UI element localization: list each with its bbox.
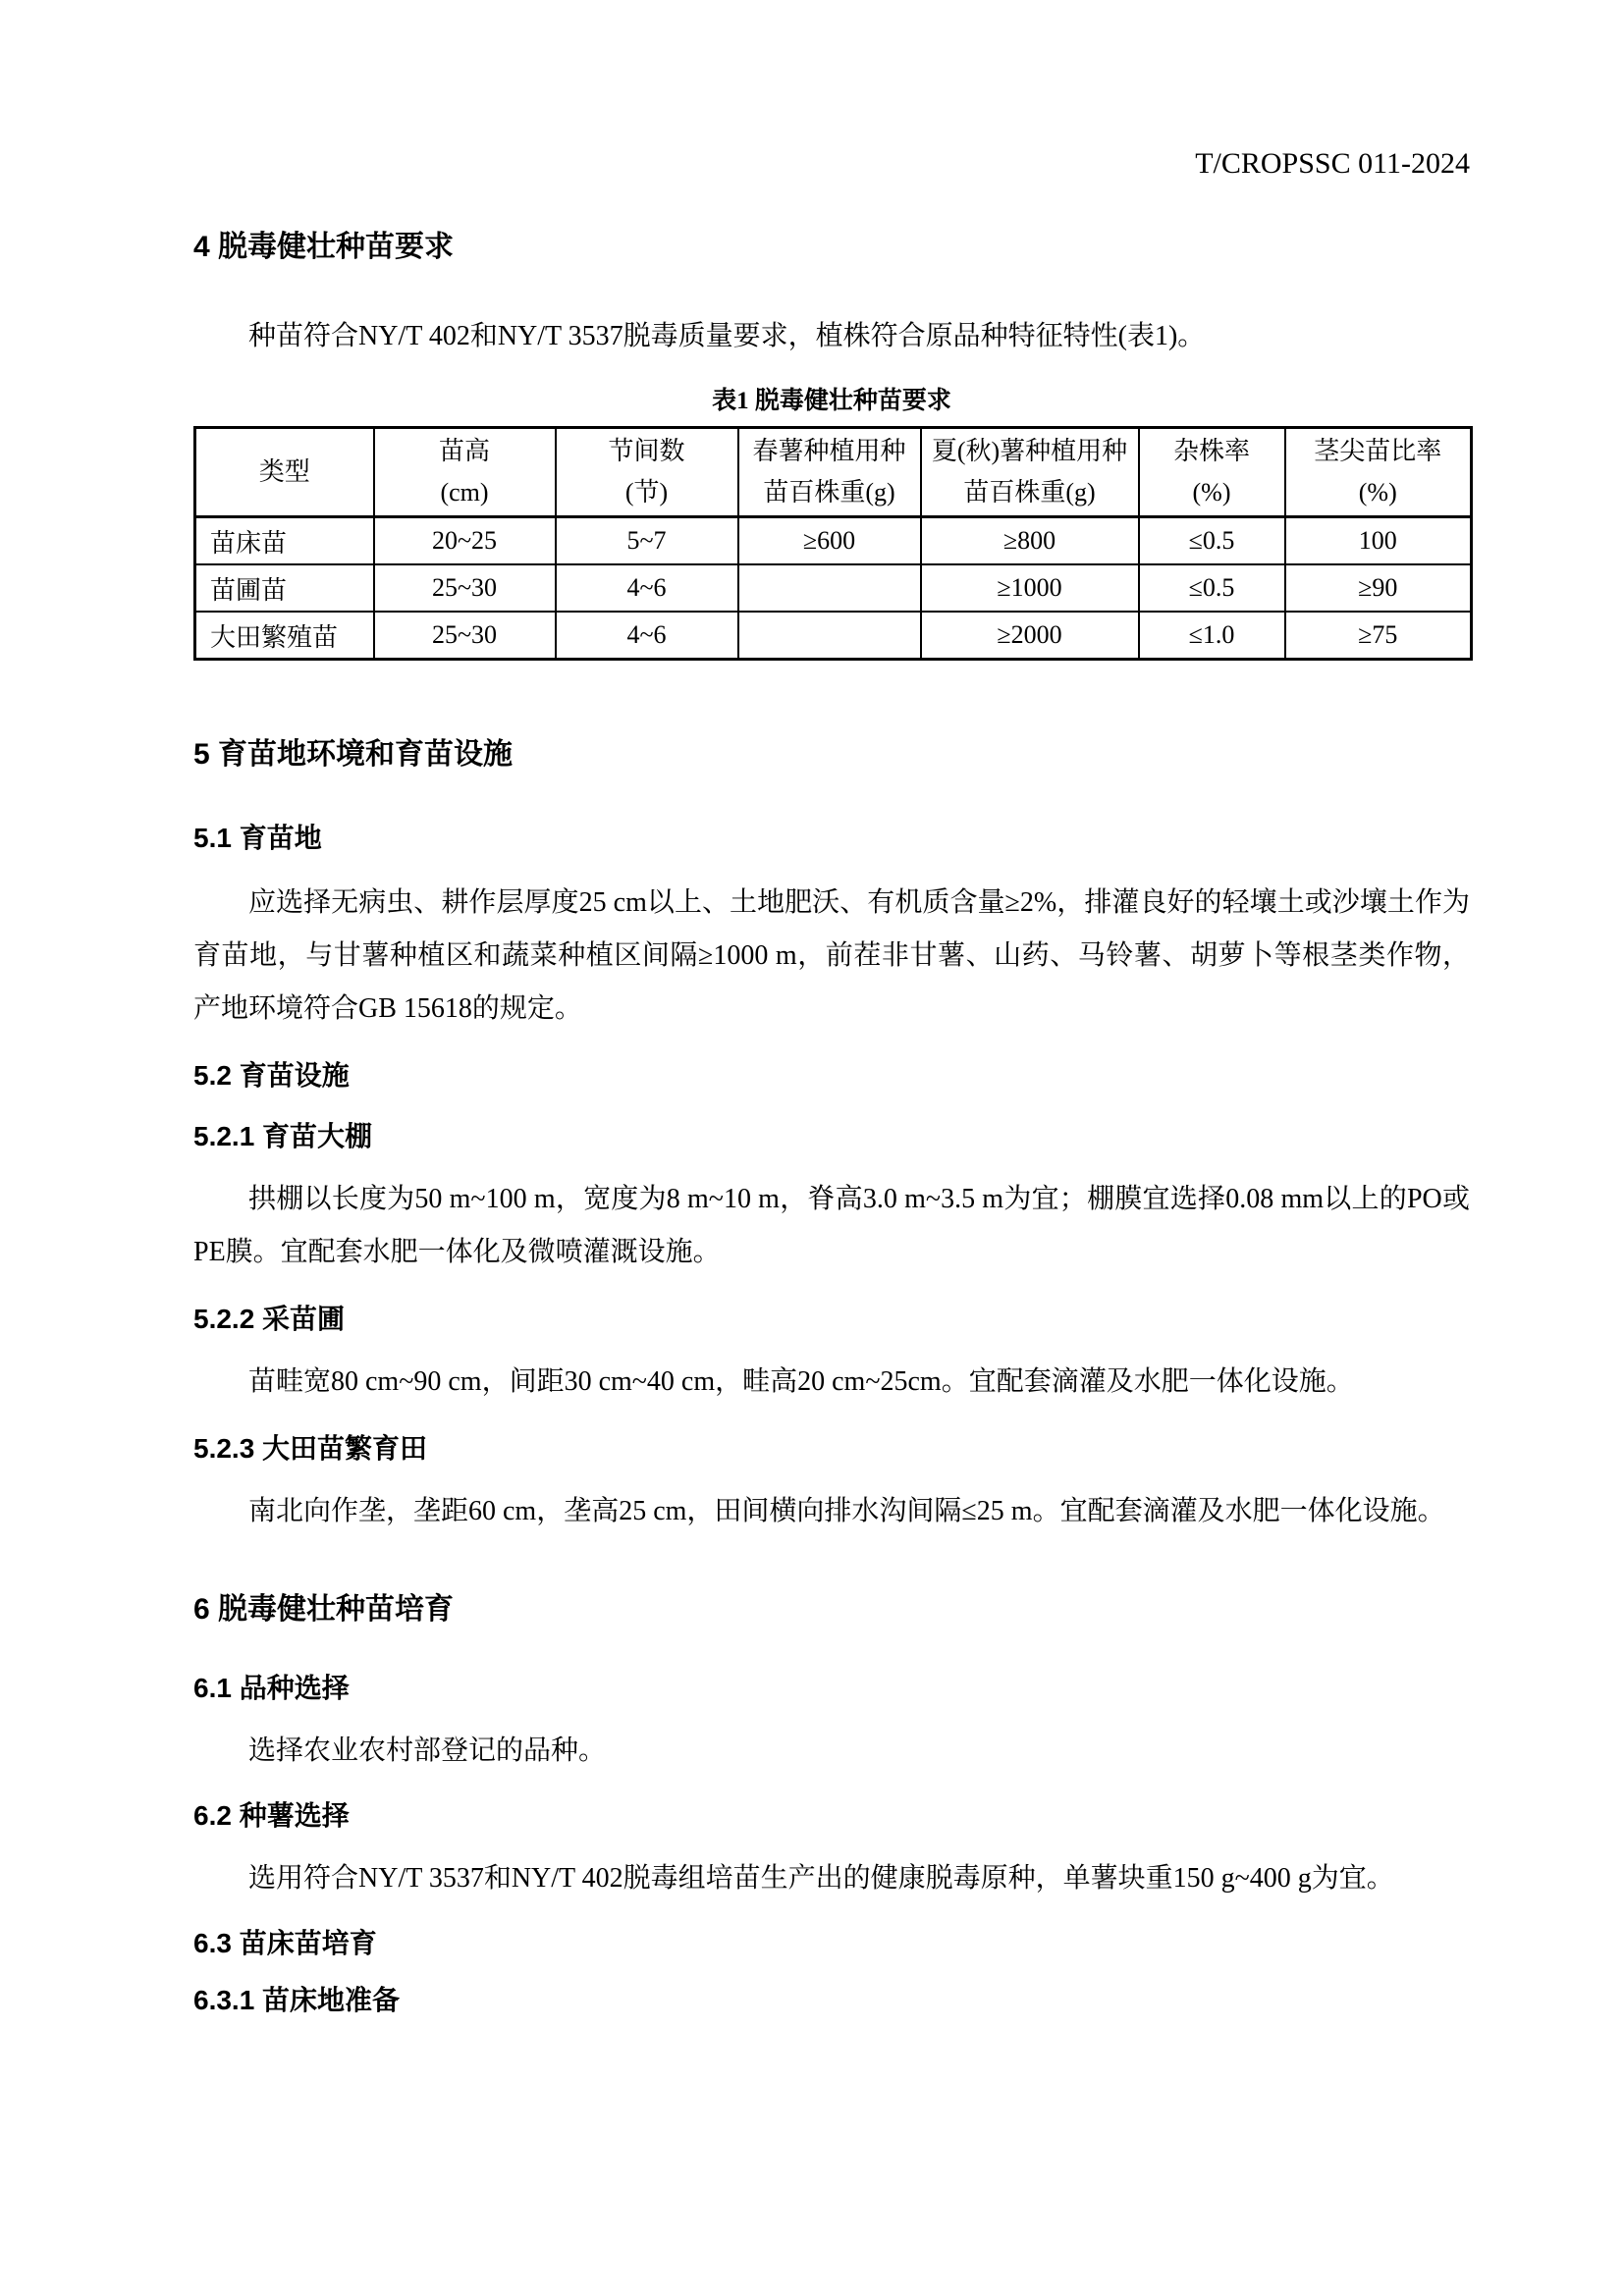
section-4-paragraph: 种苗符合NY/T 402和NY/T 3537脱毒质量要求，植株符合原品种特征特性(表1)。 [248, 321, 1206, 351]
table-cell: ≤0.5 [1139, 564, 1285, 612]
table-cell: 25~30 [374, 612, 556, 660]
header-cell-spring-weight [738, 428, 921, 517]
table-cell: ≤1.0 [1139, 612, 1285, 660]
header-unit: 苗百株重(g) [763, 478, 895, 507]
table-cell: 苗圃苗 [195, 564, 374, 612]
section-5-2-3-heading: 5.2.3 大田苗繁育田 [193, 1433, 428, 1464]
header-label: 类型 [258, 457, 310, 486]
header-cell-summer-weight [921, 428, 1139, 517]
table-cell: ≥800 [921, 517, 1139, 565]
header-unit: 苗百株重(g) [963, 478, 1096, 507]
table-cell: ≤0.5 [1139, 517, 1285, 565]
page-content [193, 0, 1470, 2017]
table-row-nursery [195, 564, 1472, 612]
header-cell-meristem-ratio [1285, 428, 1472, 517]
table-cell [738, 564, 921, 612]
section-6-2-heading: 6.2 种薯选择 [193, 1800, 350, 1831]
table-cell: 大田繁殖苗 [195, 612, 374, 660]
section-5-1-heading: 5.1 育苗地 [193, 823, 322, 853]
header-cell-internodes [556, 428, 738, 517]
table-header-row [195, 428, 1472, 517]
table-cell: 5~7 [556, 517, 738, 565]
section-6-2-paragraph: 选用符合NY/T 3537和NY/T 402脱毒组培苗生产出的健康脱毒原种，单薯块重150 g~400 g为宜。 [248, 1863, 1394, 1894]
table-1-caption: 表1 脱毒健壮种苗要求 [712, 388, 951, 414]
header-unit: (节) [624, 478, 669, 507]
table-cell: 4~6 [556, 564, 738, 612]
header-label: 茎尖苗比率 [1314, 437, 1442, 465]
section-5-2-heading: 5.2 育苗设施 [193, 1060, 350, 1091]
section-4-heading: 4 脱毒健壮种苗要求 [193, 231, 455, 263]
section-5-2-2-paragraph: 苗畦宽80 cm~90 cm，间距30 cm~40 cm，畦高20 cm~25cm。宜配套滴灌及水肥一体化设施。 [248, 1366, 1354, 1397]
section-6-heading: 6 脱毒健壮种苗培育 [193, 1593, 455, 1626]
section-5-heading: 5 育苗地环境和育苗设施 [193, 738, 514, 771]
header-unit: (cm) [440, 478, 489, 507]
table-cell: 20~25 [374, 517, 556, 565]
table-cell: ≥75 [1285, 612, 1472, 660]
section-6-3-heading: 6.3 苗床苗培育 [193, 1928, 377, 1958]
table-cell [738, 612, 921, 660]
header-label: 杂株率 [1172, 437, 1250, 465]
header-label: 夏(秋)薯种植用种 [931, 437, 1128, 465]
header-unit: (%) [1358, 478, 1397, 507]
header-label: 春薯种植用种 [752, 437, 906, 465]
header-label: 节间数 [608, 437, 685, 465]
table-cell: ≥600 [738, 517, 921, 565]
section-5-2-1-paragraph: 拱棚以长度为50 m~100 m，宽度为8 m~10 m，脊高3.0 m~3.5 m为宜；棚膜宜选择0.08 mm以上的PO或PE膜。宜配套水肥一体化及微喷灌溉设施。 [193, 1184, 1470, 1267]
table-cell: ≥1000 [921, 564, 1139, 612]
document-number-header: T/CROPSSC 011-2024 [1195, 147, 1470, 180]
table-cell: 4~6 [556, 612, 738, 660]
table-cell: 100 [1285, 517, 1472, 565]
table-row-field [195, 612, 1472, 660]
table-row-seedbed [195, 517, 1472, 565]
section-5-2-3-paragraph: 南北向作垄，垄距60 cm，垄高25 cm，田间横向排水沟间隔≤25 m。宜配套滴灌及水肥一体化设施。 [248, 1496, 1445, 1526]
table-cell: ≥90 [1285, 564, 1472, 612]
section-6-1-heading: 6.1 品种选择 [193, 1673, 350, 1703]
table-cell: ≥2000 [921, 612, 1139, 660]
section-5-1-paragraph: 应选择无病虫、耕作层厚度25 cm以上、土地肥沃、有机质含量≥2%，排灌良好的轻壤土或沙壤土作为育苗地，与甘薯种植区和蔬菜种植区间隔≥1000 m，前茬非甘薯、山药、马铃薯、胡萝卜等根茎类作物，产地环境符合GB 15618的规定。 [193, 887, 1470, 1024]
section-6-1-paragraph: 选择农业农村部登记的品种。 [248, 1735, 607, 1766]
section-5-2-2-heading: 5.2.2 采苗圃 [193, 1304, 346, 1334]
header-cell-type [195, 428, 374, 517]
table-cell: 25~30 [374, 564, 556, 612]
header-cell-height [374, 428, 556, 517]
table-1 [193, 426, 1473, 661]
header-label: 苗高 [438, 437, 490, 465]
header-unit: (%) [1192, 478, 1231, 507]
section-6-3-1-heading: 6.3.1 苗床地准备 [193, 1985, 401, 2015]
table-cell: 苗床苗 [195, 517, 374, 565]
section-5-2-1-heading: 5.2.1 育苗大棚 [193, 1121, 373, 1151]
header-cell-offtype-rate [1139, 428, 1285, 517]
